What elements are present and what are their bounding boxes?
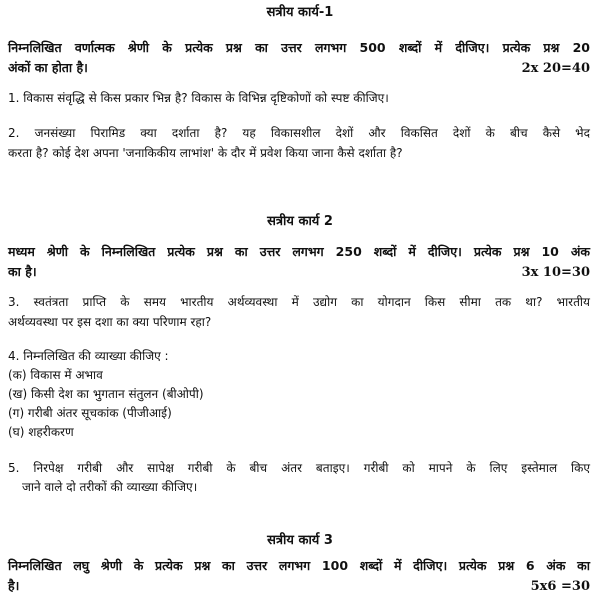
- question-4-item: (ग) गरीबी अंतर सूचकांक (पीजीआई): [8, 406, 172, 420]
- section3-instruction-line2: [8, 576, 590, 596]
- section2-heading: सत्रीय कार्य 2: [267, 214, 333, 229]
- section3-heading: सत्रीय कार्य 3: [267, 533, 333, 548]
- question-2-line1: 2. जनसंख्या पिरामिड क्या दर्शाता है? यह विकासशील देशों और विकसित देशों के बीच कैसे भेद: [8, 126, 590, 140]
- section1-heading: सत्रीय कार्य-1: [266, 5, 334, 20]
- question-5-line1: 5. निरपेक्ष गरीबी और सापेक्ष गरीबी के बीच अंतर बताइए। गरीबी को मापने के लिए इस्तेमाल किए: [8, 461, 590, 475]
- question-3-line1: 3. स्वतंत्रता प्राप्ति के समय भारतीय अर्थव्यवस्था में उद्योग का योगदान किस सीमा तक था? भारतीय: [8, 295, 590, 309]
- section3-instruction-text: है।: [8, 578, 20, 593]
- section1-instruction-text: अंकों का होता है।: [8, 60, 88, 75]
- section3-instruction-line1: निम्नलिखित लघु श्रेणी के प्रत्येक प्रश्न का उत्तर लगभग 100 शब्दों में दीजिए। प्रत्येक प्रश्न 6 अंक का: [8, 558, 590, 573]
- section2-instruction-text: का है।: [8, 264, 37, 279]
- question-1: 1. विकास संवृद्धि से किस प्रकार भिन्न है? विकास के विभिन्न दृष्टिकोणों को स्पष्ट कीजिए।: [8, 91, 389, 105]
- section3-marks: 5x6 =30: [530, 579, 590, 594]
- question-4-item: (ख) किसी देश का भुगतान संतुलन (बीओपी): [8, 387, 204, 401]
- section2-marks: 3x 10=30: [521, 265, 590, 280]
- section1-marks: 2x 20=40: [521, 61, 590, 76]
- question-4-item: (घ) शहरीकरण: [8, 425, 74, 439]
- section1-instruction-line2: [8, 58, 590, 78]
- question-4-title: 4. निम्नलिखित की व्याख्या कीजिए :: [8, 349, 169, 363]
- question-2-line2: करता है? कोई देश अपना 'जनाकिकीय लाभांश' के दौर में प्रवेश किया जाना कैसे दर्शाता है?: [8, 146, 403, 160]
- section1-instruction-line1: निम्नलिखित वर्णात्मक श्रेणी के प्रत्येक प्रश्न का उत्तर लगभग 500 शब्दों में दीजिए। प्रत्येक प्रश्न 20: [8, 40, 590, 55]
- question-5-line2: जाने वाले दो तरीकों की व्याख्या कीजिए।: [22, 480, 198, 494]
- question-4-item: (क) विकास में अभाव: [8, 368, 103, 382]
- section2-instruction-line1: मध्यम श्रेणी के निम्नलिखित प्रत्येक प्रश्न का उत्तर लगभग 250 शब्दों में दीजिए। प्रत्येक प्रश्न 10 अंक: [8, 244, 590, 259]
- question-3-line2: अर्थव्यवस्था पर इस दशा का क्या परिणाम रहा?: [8, 315, 212, 329]
- section2-instruction-line2: [8, 262, 590, 282]
